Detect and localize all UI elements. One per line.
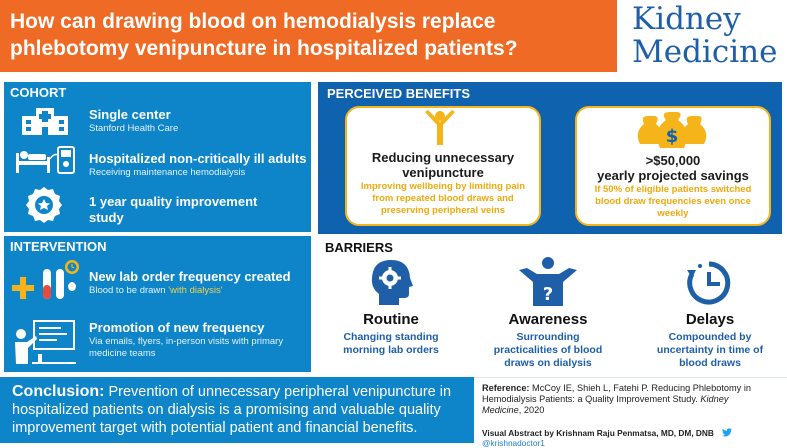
person-cheer-icon: [423, 110, 457, 146]
svg-text:$: $: [665, 126, 679, 147]
patient-bed-icon: [14, 143, 78, 177]
benefit-1-title: Reducing unnecessary venipuncture: [371, 150, 515, 180]
cohort-item-1-title: Single center: [89, 107, 171, 122]
cohort-item-3-title: 1 year quality improvement: [89, 194, 258, 209]
logo-line-2: Medicine: [632, 34, 778, 70]
conclusion-label: Conclusion:: [12, 383, 105, 400]
barrier-2-sub: Surrounding practicalities of blood draws on dialysis: [493, 331, 603, 369]
benefits-heading: PERCEIVED BENEFITS: [327, 86, 471, 101]
money-bags-icon: [636, 110, 708, 150]
cohort-heading: COHORT: [10, 85, 67, 100]
intervention-item-1-sub: Blood to be drawn 'with dialysis': [89, 285, 223, 296]
svg-text:?: ?: [542, 284, 554, 305]
barrier-3-sub: Compounded by uncertainty in time of blood draws: [656, 331, 764, 369]
cohort-item-2-sub: Receiving maintenance hemodialysis: [89, 167, 246, 178]
lab-tubes-icon: [10, 257, 82, 307]
cohort-item-1-sub: Stanford Health Care: [89, 123, 179, 134]
award-badge-icon: [26, 185, 62, 225]
benefit-2-title: >$50,000 yearly projected savings: [597, 153, 749, 183]
clock-delay-icon: [686, 260, 732, 306]
intervention-item-2-title: Promotion of new frequency: [89, 320, 265, 335]
intervention-item-2-sub-2: medicine teams: [89, 348, 156, 359]
head-gear-icon: [369, 258, 413, 306]
reference-text: Reference: McCoy IE, Shieh L, Fatehi P. Reducing Phlebotomy in Hemodialysis Patients: a Quality Improvement Study. Kidney Medicine, 2020: [482, 383, 751, 415]
barrier-2-title: Awareness: [508, 311, 588, 328]
twitter-bird-icon: [722, 428, 732, 437]
benefit-2-sub: If 50% of eligible patients switched blood draw frequencies even once weekly: [594, 184, 752, 219]
page-title: How can drawing blood on hemodialysis replace phlebotomy venipuncture in hospitalized patients?: [10, 10, 518, 60]
intervention-heading: INTERVENTION: [10, 239, 107, 254]
cohort-item-3-title-2: study: [89, 210, 124, 225]
intervention-item-1-title: New lab order frequency created: [89, 269, 291, 284]
credit-line: Visual Abstract by Krishnam Raju Penmatsa, MD, DM, DNB @krishnadoctor1: [482, 428, 784, 448]
barrier-3-title: Delays: [685, 311, 735, 328]
presentation-icon: [12, 318, 78, 366]
cohort-item-2-title: Hospitalized non-critically ill adults: [89, 151, 307, 166]
conclusion-text: Conclusion: Prevention of unnecessary peripheral venipuncture in hospitalized patients on dialysis is a promising and valuable quality improvement target with potential patient and financial benefits.: [12, 383, 452, 436]
intervention-item-2-sub: Via emails, flyers, in-person visits with primary: [89, 336, 284, 347]
person-question-icon: [517, 256, 579, 308]
logo-line-1: Kidney: [632, 1, 741, 37]
barriers-heading: BARRIERS: [325, 240, 393, 255]
barrier-1-title: Routine: [363, 311, 419, 328]
hospital-icon: [20, 106, 70, 136]
benefit-1-sub: Improving wellbeing by limiting pain from repeated blood draws and preserving peripheral veins: [360, 181, 526, 216]
barrier-1-sub: Changing standing morning lab orders: [343, 331, 439, 356]
